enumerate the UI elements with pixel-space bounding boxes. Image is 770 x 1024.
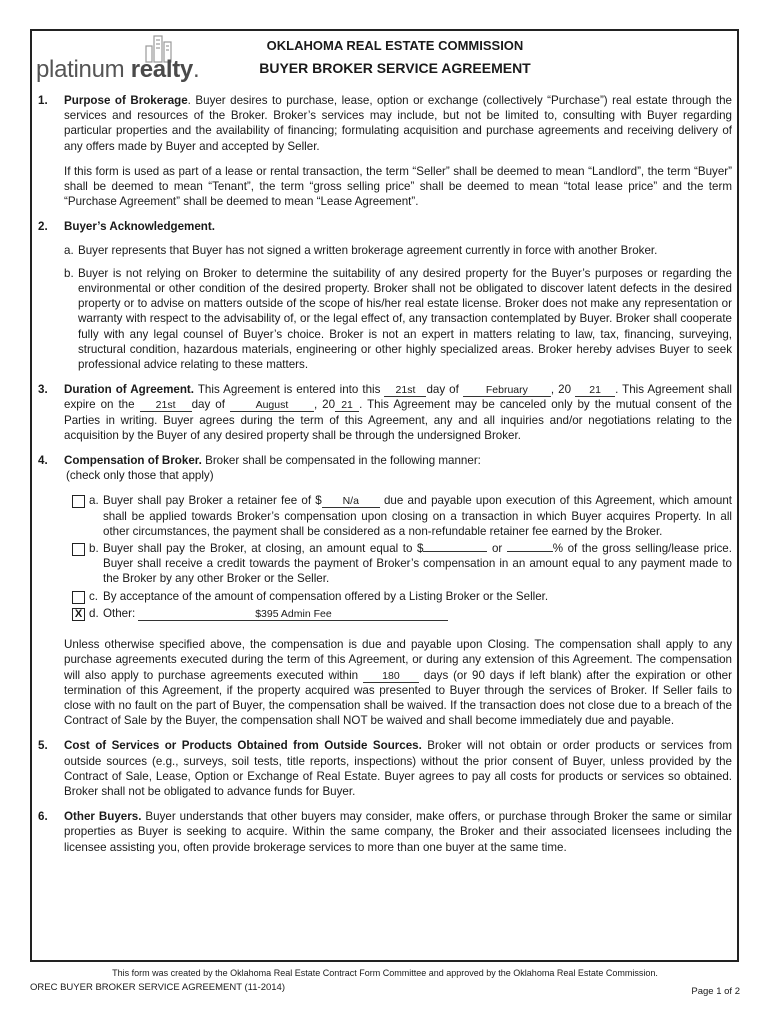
section-acknowledgement bbox=[38, 219, 732, 372]
section-number: 6. bbox=[38, 810, 48, 824]
section-heading: Compensation of Broker. bbox=[64, 454, 202, 468]
section-number: 3. bbox=[38, 383, 48, 397]
option-b-text: Buyer shall pay the Broker, at closing, an amount equal to $ or % of the gross selling/lease price. Buyer shall receive a credit towards the payment of Broker’s compensation in an amount equal to any payment made to the Broker by any other Broker or the Seller. bbox=[103, 542, 732, 586]
option-d-other: X d. Other: $395 Admin Fee bbox=[64, 606, 732, 621]
start-day-field[interactable]: 21st bbox=[384, 384, 426, 397]
section-number: 5. bbox=[38, 739, 48, 753]
option-c-listing-broker: c. By acceptance of the amount of compensation offered by a Listing Broker or the Seller. bbox=[64, 589, 732, 604]
commission-title: OKLAHOMA REAL ESTATE COMMISSION bbox=[266, 38, 524, 53]
percent-field[interactable] bbox=[507, 551, 553, 552]
end-day-field[interactable]: 21st bbox=[140, 399, 192, 412]
option-d-checkbox[interactable]: X bbox=[72, 608, 85, 621]
section-purpose bbox=[38, 93, 732, 209]
days-field[interactable]: 180 bbox=[363, 670, 419, 683]
logo-text-dot: . bbox=[192, 56, 200, 83]
purpose-text: . Buyer desires to purchase, lease, option or exchange (collectively “Purchase”) real estate through the services and resources of the Broker. Broker’s services may include, but not be limited to, consulting with Buyer regarding particular properties and the availability of financing; formulating acquisition and purchase agreements and receiving delivery of any offers made by Buyer and accepted by Seller. bbox=[64, 94, 732, 153]
section-number: 2. bbox=[38, 220, 48, 234]
option-a-retainer: a. Buyer shall pay Broker a retainer fee of $ N/a due and payable upon execution of this Agreement, which amount shall be applied towards Broker’s compensation upon closing on a transaction in which Buyer acquires Property. In all other circumstances, the payment shall be considered as a non-refundable retainer fee earned by the Broker. bbox=[64, 493, 732, 539]
section-heading: Cost of Services or Products Obtained from Outside Sources. bbox=[64, 739, 422, 753]
compensation-intro: Compensation of Broker. Broker shall be compensated in the following manner: bbox=[64, 454, 481, 468]
section-heading: Purpose of Brokerage bbox=[64, 94, 188, 107]
logo-text-light: platinum bbox=[36, 56, 131, 83]
item-letter: a. bbox=[64, 243, 74, 257]
end-month-field[interactable]: August bbox=[230, 399, 314, 412]
footer-note: This form was created by the Oklahoma Real Estate Contract Form Committee and approved by the Oklahoma Real Estate Commission. bbox=[112, 968, 658, 978]
section-heading: Duration of Agreement. bbox=[64, 383, 195, 397]
section-outside-costs bbox=[38, 738, 732, 799]
start-month-field[interactable]: February bbox=[463, 384, 551, 397]
option-b-checkbox[interactable] bbox=[72, 543, 85, 556]
option-c-checkbox[interactable] bbox=[72, 591, 85, 604]
outside-costs-paragraph: Cost of Services or Products Obtained from Outside Sources. Broker will not obtain or order products or services from outside sources (e.g., surveys, soil tests, title reports, inspections) without the prior consent of Buyer, unless provided by the Contract of Sale, Lease, Option or Exchange of Real Estate. Buyer agrees to pay all costs for products or services so obtained. Broker shall not be obligated to advance funds for Buyer. bbox=[64, 739, 732, 798]
option-b-closing-amount: b. Buyer shall pay the Broker, at closing, an amount equal to $ or % of the gross selling/lease price. Buyer shall receive a credit towards the payment of Broker’s compensation in an amount equal to any payment made to the Broker by any other Broker or the Seller. bbox=[64, 541, 732, 587]
logo-text-bold: realty bbox=[130, 56, 193, 83]
option-d-text: Other: $395 Admin Fee bbox=[103, 606, 732, 621]
other-compensation-field[interactable]: $395 Admin Fee bbox=[138, 608, 448, 621]
option-a-text: Buyer shall pay Broker a retainer fee of $ N/a due and payable upon execution of this Agreement, which amount shall be applied towards Broker’s compensation upon closing on a transaction in which Buyer acquires Property. In all other circumstances, the payment shall be considered as a non-refundable retainer fee earned by the Broker. bbox=[103, 494, 733, 538]
item-letter: b. bbox=[64, 266, 74, 280]
form-identifier: OREC BUYER BROKER SERVICE AGREEMENT (11-2014) bbox=[30, 982, 285, 993]
section-duration bbox=[38, 382, 732, 443]
option-c-text: By acceptance of the amount of compensation offered by a Listing Broker or the Seller. bbox=[103, 589, 549, 603]
section-number: 4. bbox=[38, 454, 48, 468]
other-buyers-paragraph: Other Buyers. Buyer understands that other buyers may consider, make offers, or purchase through Broker the same or similar properties as Buyer is seeking to acquire. Within the same company, the Broker and their associated licensees including the licensee assisting you, often provide brokerage services to more than one buyer at the same time. bbox=[64, 810, 732, 854]
retainer-fee-field[interactable]: N/a bbox=[322, 495, 380, 508]
section-heading: Buyer’s Acknowledgement. bbox=[64, 220, 215, 234]
option-a-checkbox[interactable] bbox=[72, 495, 85, 508]
check-note: (check only those that apply) bbox=[66, 469, 214, 483]
end-year-field[interactable]: 21 bbox=[335, 399, 359, 412]
purpose-paragraph bbox=[64, 93, 732, 154]
item-text: Buyer represents that Buyer has not signed a written brokerage agreement currently in force with another Broker. bbox=[78, 243, 658, 257]
section-compensation bbox=[38, 453, 732, 728]
duration-paragraph: Duration of Agreement. This Agreement is entered into this 21st day of February , 20 21 . This Agreement shall expire on the 21st day of August , 20 21 . This Agreement may be canceled only by the mutual consent of the Parties in writing. Buyer agrees during the term of this Agreement, any and all inquiries and/or negotiations relating to the acquisition by the Buyer of any desired property shall be through the undersigned Broker. bbox=[64, 383, 733, 442]
item-text: Buyer is not relying on Broker to determine the suitability of any desired property for the Buyer’s purposes or regarding the environmental or other condition of the desired property. Broker shall not be obligated to discover latent defects in the desired property or to advise on matters outside of the scope of his/her real estate license. Broker does not make any representation or warranty with respect to the advisability of, or the legal effect of, any transaction contemplated by Buyer. Broker shall cooperate fully with any legal counsel of Buyer’s choice. Broker is not an expert in matters relating to law, tax, financing, surveying, structural condition, hazardous materials, engineering or other highly specialized areas. Broker hereby advises Buyer to seek professional advice relating to these matters. bbox=[78, 266, 732, 372]
section-heading: Other Buyers. bbox=[64, 810, 142, 824]
acknowledgement-a bbox=[64, 243, 732, 258]
acknowledgement-b bbox=[64, 266, 732, 372]
agreement-title: BUYER BROKER SERVICE AGREEMENT bbox=[259, 60, 531, 76]
section-number: 1. bbox=[38, 94, 48, 107]
closing-amount-field[interactable] bbox=[423, 551, 487, 552]
lease-terms-paragraph: If this form is used as part of a lease or rental transaction, the term “Seller” shall be deemed to mean “Landlord”, the term “Buyer” shall be deemed to mean “Tenant”, the term “gross selling price” shall be deemed to mean “total lease price” and the term “Purchase Agreement” shall be deemed to mean “Lease Agreement”. bbox=[64, 164, 732, 209]
compensation-terms-paragraph: Unless otherwise specified above, the compensation is due and payable upon Closing. The compensation shall apply to any purchase agreements executed during the term of this Agreement, or during any extension of this Agreement. The compensation will also apply to purchase agreements executed within 180 days (or 90 days if left blank) after the expiration or other termination of this Agreement, if the property acquired was presented to Buyer through the services of Broker. If Seller fails to close with no fault on the part of Buyer, the compensation shall be waived. If the transaction does not close due to a breach of the Contract of Sale by the Buyer, the compensation shall NOT be waived and shall become immediately due and payable. bbox=[64, 638, 732, 728]
agreement-body bbox=[38, 93, 732, 865]
start-year-field[interactable]: 21 bbox=[575, 384, 615, 397]
page-number: Page 1 of 2 bbox=[691, 986, 740, 997]
section-other-buyers bbox=[38, 809, 732, 855]
